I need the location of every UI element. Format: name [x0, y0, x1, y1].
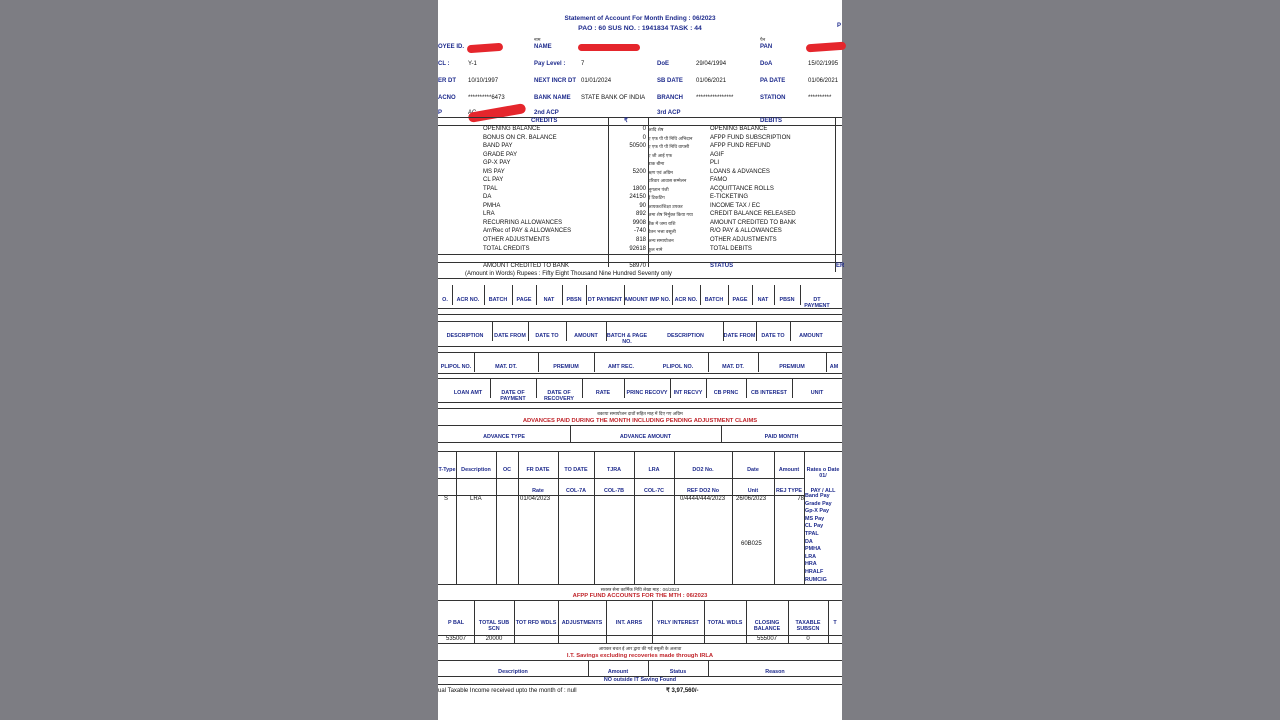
claim-header: TO DATE [564, 467, 588, 473]
rule [484, 285, 485, 305]
pa-date-label: PA DATE [760, 78, 786, 84]
loan-header: DATE OF RECOVERY [543, 390, 575, 402]
sb-date-value: 01/06/2021 [696, 78, 727, 84]
rule [452, 285, 453, 305]
rule [672, 285, 673, 305]
claim-subheader: REJ TYPE [775, 488, 803, 494]
desc-right-header: DATE TO [761, 333, 785, 339]
claim-do2-no: 0/4444/444/2023 [680, 496, 726, 502]
claim-header: OC [502, 467, 512, 473]
pa-date-value: 01/06/2021 [808, 78, 839, 84]
debit-row-label: CREDIT BALANCE RELEASED [710, 211, 796, 217]
cl-value: Y-1 [468, 61, 477, 67]
claim-ttype: S [444, 496, 449, 502]
acr-left-header: PAGE [516, 297, 532, 303]
credit-row-label: LRA [483, 211, 495, 217]
afpp-header: YRLY INTEREST [657, 620, 699, 626]
afpp-header: TOTAL SUB SCN [478, 620, 510, 632]
credit-row-label: PMHA [483, 202, 501, 209]
rule [438, 478, 804, 479]
cl-label: CL : [438, 61, 450, 67]
credit-row-label: DA [483, 194, 492, 200]
credit-row-value: 892 [635, 211, 646, 217]
rule [536, 285, 537, 305]
afpp-value: 0 [806, 636, 810, 642]
rule [438, 635, 842, 636]
afpp-header: INT. ARRS [615, 620, 643, 626]
redaction-mark [578, 44, 640, 51]
rule [438, 600, 842, 601]
rule [512, 285, 513, 305]
no-it-saving: NO outside IT Saving Found [603, 677, 677, 683]
credit-row-label: CL PAY [483, 177, 504, 183]
debit-row-hindi: ए एफ पी पी निधि अभिदान [648, 135, 693, 141]
rule [438, 451, 842, 452]
rule [490, 378, 491, 398]
desc-left-header: AMOUNT [574, 333, 598, 339]
acr-right-header: PAGE [732, 297, 748, 303]
debit-row-label: PLI [710, 160, 720, 166]
pli-right-header: MAT. DT. [722, 364, 744, 370]
pli-left-header: MAT. DT. [495, 364, 517, 370]
claim-header: DO2 No. [692, 467, 714, 473]
acr-right-header: BATCH [704, 297, 724, 303]
bank-name-value: STATE BANK OF INDIA [581, 95, 646, 101]
claim-date: 26/06/2023 [736, 496, 767, 502]
claim-description: LRA [470, 496, 482, 502]
debit-row-hindi: अन्य समायोजन [648, 237, 674, 243]
rule [514, 600, 515, 643]
afpp-title: AFPP FUND ACCOUNTS FOR THE MTH : 06/2023 [572, 593, 708, 599]
redaction-mark [806, 42, 846, 53]
rule [438, 442, 842, 443]
debit-row-hindi: परिवार आवास सम्मेलन [648, 178, 687, 183]
pay-allowance-item: TPAL [805, 531, 819, 537]
rule [438, 425, 842, 426]
acr-right-header: DT PAYMENT [804, 297, 830, 309]
name-label: NAME [534, 44, 552, 50]
credit-row-label: GP-X PAY [483, 160, 511, 166]
debit-row-hindi: ऋण एवं अग्रिम [648, 169, 673, 175]
afpp-title-hindi: सशस्त्र सेना कार्मिक निधि लेखा माह : 06/2023 [600, 587, 680, 592]
rule [792, 378, 793, 398]
credit-row-label: OTHER ADJUSTMENTS [483, 236, 550, 243]
debit-row-hindi: वेतन भत्ता वसूली [648, 229, 676, 234]
debit-row-hindi: भुगतान पंजी [648, 186, 669, 192]
amount-credited-label: AMOUNT CREDITED TO BANK [483, 263, 570, 269]
pli-right-header: PLIPOL NO. [662, 364, 694, 370]
rule [723, 321, 724, 341]
debit-row-label: TOTAL DEBITS [710, 246, 752, 252]
loan-header: UNIT [810, 390, 824, 396]
credit-row-value: 818 [635, 236, 646, 243]
rule [438, 584, 842, 585]
desc-right-header: DATE FROM [723, 333, 756, 339]
amount-credited-value: 58970 [629, 263, 646, 269]
status-label: STATUS [710, 263, 734, 269]
p-label: P [438, 110, 443, 116]
it-title: I.T. Savings excluding recoveries made through IRLA [566, 653, 714, 659]
rule [438, 346, 842, 347]
desc-left-header: DATE FROM [494, 333, 526, 339]
acr-right-header: IMP NO. [649, 297, 671, 303]
rule [704, 600, 705, 643]
doa-value: 15/02/1995 [808, 61, 839, 67]
claim-subheader: PAY / ALL [810, 488, 836, 494]
rupee-header: ₹ [624, 118, 628, 124]
rule [634, 451, 635, 584]
pay-allowance-item: Gp-X Pay [805, 508, 829, 515]
rule [728, 285, 729, 305]
rule [438, 660, 842, 661]
afpp-header: TOT RFD WDLS [515, 620, 557, 626]
loan-header: RATE [595, 390, 611, 396]
loan-header: INT RECVY [673, 390, 703, 396]
rule [566, 321, 567, 341]
acno-value: **********6473 [468, 95, 505, 101]
rule [438, 254, 842, 255]
rule [438, 373, 842, 374]
afpp-header: CLOSING BALANCE [753, 620, 781, 632]
rule [558, 451, 559, 584]
rule [438, 402, 842, 403]
desc-right-header: AMOUNT [799, 333, 823, 339]
pay-allowance-item: HRA [805, 561, 817, 568]
rule [438, 321, 842, 322]
second-acp-label: 2nd ACP [534, 110, 559, 116]
credits-header: CREDITS [531, 118, 558, 124]
loan-header: PRINC RECOVY [626, 390, 668, 396]
acr-left-header: O. [442, 297, 448, 303]
it-reason-header: Reason [765, 669, 785, 675]
rule [774, 451, 775, 584]
credit-row-label: BONUS ON CR. BALANCE [483, 134, 557, 141]
pay-allowance-item: Band Pay [805, 493, 830, 499]
debit-row-hindi: जमा शेष निर्मुक्त किया गया [648, 212, 693, 217]
doa-label: DoA [760, 61, 773, 67]
claim-subheader: REF DO2 No [686, 488, 720, 494]
rule [562, 285, 563, 305]
rule [582, 378, 583, 398]
rule [586, 285, 587, 305]
rule [746, 378, 747, 398]
rule [606, 600, 607, 643]
pan-hindi: पैन [760, 37, 766, 42]
credit-row-label: TPAL [483, 185, 498, 192]
claim-subheader: Unit [747, 488, 759, 494]
pay-level-label: Pay Level : [534, 61, 566, 67]
debit-row-label: AFPP FUND REFUND [710, 143, 771, 149]
redaction-mark [468, 103, 527, 123]
advances-title: ADVANCES PAID DURING THE MONTH INCLUDING PENDING ADJUSTMENT CLAIMS [522, 418, 758, 424]
debit-row-label: LOANS & ADVANCES [710, 168, 770, 175]
pli-left-header: PLIPOL NO. [440, 364, 472, 370]
loan-header: CB INTEREST [751, 390, 787, 396]
debit-row-label: INCOME TAX / EC [710, 202, 761, 209]
bank-name-label: BANK NAME [534, 95, 571, 101]
claim-header: Amount [778, 467, 800, 473]
employee-id-label: OYEE ID. [438, 44, 465, 50]
er-date-value: 10/10/1997 [468, 78, 499, 84]
branch-value: **************** [696, 95, 734, 101]
debit-row-label: ACQUITTANCE ROLLS [710, 185, 774, 192]
rule [670, 378, 671, 398]
rule [558, 600, 559, 643]
debit-row-hindi: आयकर/शिक्षा उपकर [648, 203, 683, 209]
debits-header: DEBITS [760, 118, 783, 124]
taxable-income-label: ual Taxable Income received upto the month of : null [438, 688, 577, 694]
rule [438, 314, 842, 315]
rule [790, 321, 791, 341]
debit-row-hindi: कुल नामे [648, 247, 663, 252]
pay-allowance-item: DA [805, 538, 813, 545]
rule [438, 643, 842, 644]
credit-row-label: TOTAL CREDITS [483, 246, 530, 252]
rule [528, 321, 529, 341]
rule [438, 408, 842, 409]
afpp-header: T [833, 620, 837, 626]
afpp-value: 20000 [485, 636, 503, 642]
pay-allowance-item: RUMCIG [805, 576, 827, 583]
rule [438, 308, 842, 309]
afpp-header: TAXABLE SUBSCN [795, 620, 821, 632]
debit-row-label: AGIF [710, 151, 725, 158]
claim-header: Date [747, 467, 759, 473]
pan-label: PAN [760, 44, 773, 50]
advances-title-hindi: बकाया समायोजन दावों सहित माह में दिए गए अग्रिम [597, 411, 683, 416]
debit-row-label: E-TICKETING [710, 194, 749, 200]
rule [496, 451, 497, 584]
acr-right-header: ACR NO. [674, 297, 698, 303]
acr-left-header: PBSN [566, 297, 582, 303]
rule [708, 352, 709, 372]
statement-title: Statement of Account For Month Ending : 06/2023 [564, 15, 716, 22]
debit-row-hindi: आदि शेष [648, 127, 664, 132]
credit-row-value: 50500 [629, 143, 646, 149]
statement-subtitle: PAO : 60 SUS NO. : 1941834 TASK : 44 [578, 25, 702, 32]
er-label: ER [836, 263, 845, 269]
redaction-mark [467, 43, 503, 53]
paid-month-header: PAID MONTH [764, 434, 799, 440]
credit-row-value: -740 [633, 228, 646, 234]
loan-header: CB PRNC [713, 390, 739, 396]
claim-header: TJRA [606, 467, 622, 473]
rule [438, 352, 842, 353]
credit-row-label: OPENING BALANCE [483, 126, 541, 132]
taxable-income-value: ₹ 3,97,560/- [666, 688, 699, 694]
desc-right-header: DESCRIPTION [667, 333, 704, 339]
acr-left-header: ACR NO. [456, 297, 480, 303]
credit-row-value: 5200 [632, 168, 646, 175]
advance-type-header: ADVANCE TYPE [483, 434, 525, 440]
afpp-header: ADJUSTMENTS [561, 620, 603, 626]
statement-document [438, 0, 845, 720]
pli-left-header: PREMIUM [553, 364, 579, 370]
credit-row-label: MS PAY [483, 168, 505, 175]
rule [826, 352, 827, 372]
pay-allowance-item: MS Pay [805, 515, 825, 522]
er-date-label: ER DT [438, 78, 456, 84]
rule [774, 285, 775, 305]
debit-row-label: OPENING BALANCE [710, 126, 768, 132]
name-hindi: नाम [534, 37, 541, 42]
acr-left-header: AMOUNT [624, 297, 648, 303]
pay-level-value: 7 [581, 61, 585, 67]
rule [758, 352, 759, 372]
claim-subheader: COL-7B [603, 488, 625, 494]
claim-header: T-Type [438, 467, 456, 473]
station-value: ********** [808, 95, 832, 101]
rule [624, 285, 625, 305]
third-acp-label: 3rd ACP [657, 110, 681, 116]
credit-row-label: GRADE PAY [483, 151, 518, 158]
credit-row-value: 90 [639, 202, 646, 209]
doe-label: DoE [657, 61, 669, 67]
claim-header: LRA [648, 467, 660, 473]
rule [752, 285, 753, 305]
loan-header: DATE OF PAYMENT [500, 390, 526, 402]
pli-right-header: PREMIUM [779, 364, 805, 370]
rule [674, 451, 675, 584]
credit-row-value: 92618 [629, 246, 646, 252]
debit-row-label: OTHER ADJUSTMENTS [710, 236, 777, 243]
credit-row-value: 0 [642, 134, 646, 141]
claim-subheader: COL-7A [565, 488, 587, 494]
claim-subheader: Rate [532, 488, 544, 494]
credit-row-value: 9908 [632, 219, 646, 226]
acr-right-header: PBSN [779, 297, 795, 303]
rule [706, 378, 707, 398]
acr-right-header: NAT [757, 297, 769, 303]
credit-row-value: 0 [642, 126, 646, 132]
rule [624, 378, 625, 398]
claim-code: 60B025 [741, 541, 762, 547]
pay-allowance-item: HRALF [805, 569, 824, 575]
it-description-header: Description [498, 669, 528, 675]
rule [835, 117, 836, 272]
credit-row-value: 1800 [632, 185, 646, 192]
afpp-value: 555007 [756, 636, 778, 642]
debit-row-label: FAMO [710, 177, 728, 183]
rule [652, 600, 653, 643]
debit-row-hindi: ए एफ पी पी निधि वापसी [648, 144, 690, 149]
rule [518, 451, 519, 584]
acr-left-header: BATCH [488, 297, 508, 303]
next-incr-label: NEXT INCR DT [534, 78, 576, 84]
debit-row-label: R/O PAY & ALLOWANCES [710, 228, 782, 234]
pay-allowance-item: CL Pay [805, 523, 824, 530]
rule [828, 600, 829, 643]
acr-left-header: NAT [543, 297, 555, 303]
next-incr-value: 01/01/2024 [581, 78, 612, 84]
rule [438, 378, 842, 379]
debit-row-hindi: बैंक में जमा राशि [648, 220, 676, 226]
pli-left-header: AMT REC. [607, 364, 635, 370]
debit-row-hindi: ए जी आई एफ [648, 152, 673, 158]
rule [700, 285, 701, 305]
claim-header: Description [461, 467, 491, 473]
afpp-header: TOTAL WDLS [707, 620, 743, 626]
acno-label: ACNO [438, 95, 456, 101]
desc-left-header: DATE TO [535, 333, 559, 339]
claim-header: Rates o Date 01/ [806, 467, 840, 479]
station-label: STATION [760, 95, 786, 101]
doe-value: 29/04/1994 [696, 61, 727, 67]
afpp-header: P BAL [447, 620, 465, 626]
rule [538, 352, 539, 372]
debit-row-hindi: डाक बीमा [648, 161, 665, 166]
claim-fr-date: 01/04/2023 [520, 496, 551, 502]
rule [492, 321, 493, 341]
claim-subheader: COL-7C [643, 488, 665, 494]
rule [594, 352, 595, 372]
pay-allowance-item: LRA [805, 553, 817, 560]
pli-right-header: AM [829, 364, 839, 370]
desc-left-header: BATCH & PAGE NO. [606, 333, 648, 345]
rule [594, 451, 595, 584]
amount-in-words: (Amount in Words) Rupees : Fifty Eight Thousand Nine Hundred Seventy only [465, 271, 672, 277]
afpp-value: 535007 [445, 636, 467, 642]
branch-label: BRANCH [657, 95, 683, 101]
acr-left-header: DT PAYMENT [587, 297, 623, 303]
pay-allowance-item: PMHA [805, 546, 821, 553]
rule [536, 378, 537, 398]
rule [438, 278, 842, 279]
credit-row-label: Arr/Rec of PAY & ALLOWANCES [483, 228, 572, 234]
debit-row-label: AFPP FUND SUBSCRIPTION [710, 134, 791, 141]
credit-row-value: 24150 [629, 194, 646, 200]
rule [606, 321, 607, 341]
corner-letter: P [837, 23, 842, 29]
credit-row-label: RECURRING ALLOWANCES [483, 219, 563, 226]
sb-date-label: SB DATE [657, 78, 683, 84]
claim-amount: 78 [797, 496, 804, 502]
rule [732, 451, 733, 584]
pay-allowance-item: Grade Pay [805, 500, 832, 507]
loan-header: LOAN AMT [453, 390, 483, 396]
rule [474, 352, 475, 372]
rule [456, 451, 457, 584]
claim-header: FR DATE [526, 467, 550, 473]
it-title-hindi: आयकर बचत ई आर द्वारा की गई वसूली के अलावा [598, 646, 682, 651]
rule [438, 684, 842, 685]
debit-row-hindi: ई टिकटिंग [648, 195, 665, 200]
desc-left-header: DESCRIPTION [446, 333, 484, 339]
it-amount-header: Amount [607, 669, 629, 675]
debit-row-label: AMOUNT CREDITED TO BANK [710, 219, 797, 226]
advance-amount-header: ADVANCE AMOUNT [619, 434, 672, 440]
rule [800, 285, 801, 305]
credit-row-label: BAND PAY [483, 143, 513, 149]
it-status-header: Status [669, 669, 687, 675]
rule [756, 321, 757, 341]
